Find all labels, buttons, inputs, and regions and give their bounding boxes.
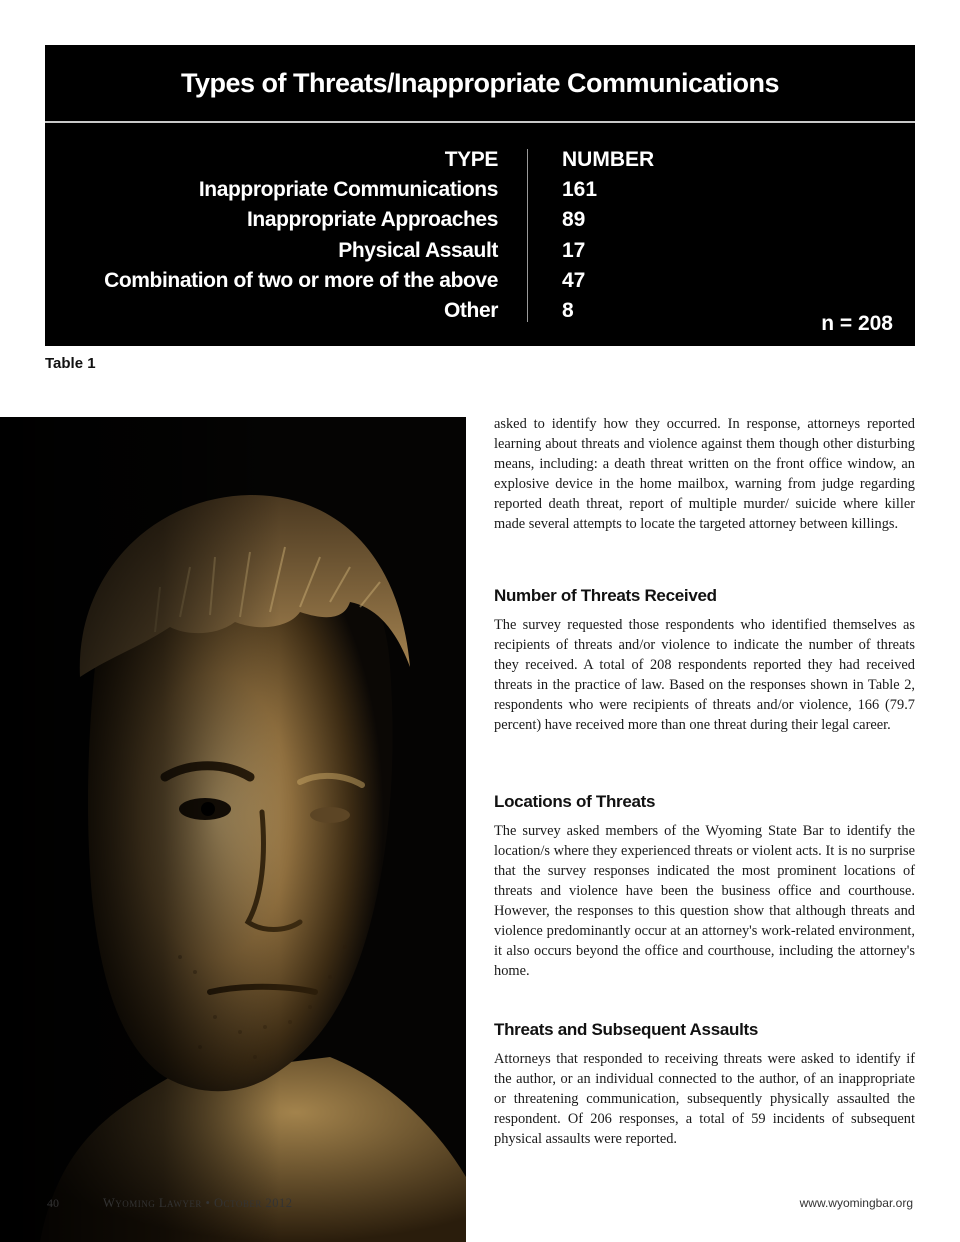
number-cell: 161 (562, 178, 598, 202)
section-number-of-threats (494, 586, 915, 735)
type-header: TYPE (444, 148, 498, 171)
number-cell: 47 (562, 268, 586, 292)
type-cell: Other (443, 299, 498, 323)
section-locations-of-threats (494, 792, 915, 981)
type-cell: Inappropriate Communications (198, 178, 498, 202)
number-cell: 8 (562, 299, 574, 323)
section-heading: Threats and Subsequent Assaults (494, 1020, 759, 1039)
section-body: The survey asked members of the Wyoming State Bar to identify the location/s where they experienced threats or violent acts. It is no surprise that the survey responses indicated the most prominent locations of threats and violence have been the business office and courthouse. However, the responses to this question show that although threats and violence predominantly occur at an attorney's work-related environment, it also occurs beyond the office and courthouse, including the attorney's home. (494, 823, 915, 979)
section-heading: Number of Threats Received (494, 586, 717, 605)
intro-paragraph-block (494, 414, 915, 534)
table-caption: Table 1 (45, 355, 96, 372)
type-cell: Combination of two or more of the above (104, 268, 498, 292)
publication-name: Wyoming Lawyer • October 2012 (103, 1196, 293, 1210)
section-body: Attorneys that responded to receiving threats were asked to identify if the author, or an individual connected to the author, of an inappropriate or threatening communication, subsequently physically assaulted the respondent. Of 206 responses, a total of 59 incidents of subsequent physical assaults were reported. (494, 1051, 915, 1147)
type-cell: Physical Assault (338, 238, 498, 262)
threat-types-table (45, 45, 915, 346)
website-link[interactable]: www.wyomingbar.org (799, 1196, 913, 1210)
table-title-rule (45, 121, 915, 123)
section-body: The survey requested those respondents who identified themselves as recipients of threats and/or violence to indicate the number of threats they received. A total of 208 respondents reported they had received threats in the practice of law. Based on the responses shown in Table 2, respondents who were recipients of threats and/or violence, 166 (79.7 percent) have received more than one threat during their legal career. (494, 617, 915, 733)
type-column (85, 145, 498, 326)
portrait-photo (0, 417, 466, 1242)
number-cell: 89 (562, 208, 586, 232)
table-title: Types of Threats/Inappropriate Communications (180, 68, 780, 98)
page-number: 40 (47, 1196, 59, 1210)
number-cell: 17 (562, 238, 586, 262)
sample-size: n = 208 (821, 312, 893, 335)
number-column (562, 145, 762, 326)
number-header: NUMBER (562, 148, 655, 171)
intro-paragraph: asked to identify how they occurred. In response, attorneys reported learning about threats and violence against them though other disturbing means, including: a death threat written on the front office window, an explosive device in the home mailbox, warning from judge regarding reported death threat, report of multiple murder/ suicide where killer made several attempts to locate the targeted attorney between killings. (494, 416, 915, 532)
type-cell: Inappropriate Approaches (246, 208, 498, 232)
column-divider (527, 149, 528, 322)
section-heading: Locations of Threats (494, 792, 656, 811)
section-subsequent-assaults (494, 1020, 915, 1149)
